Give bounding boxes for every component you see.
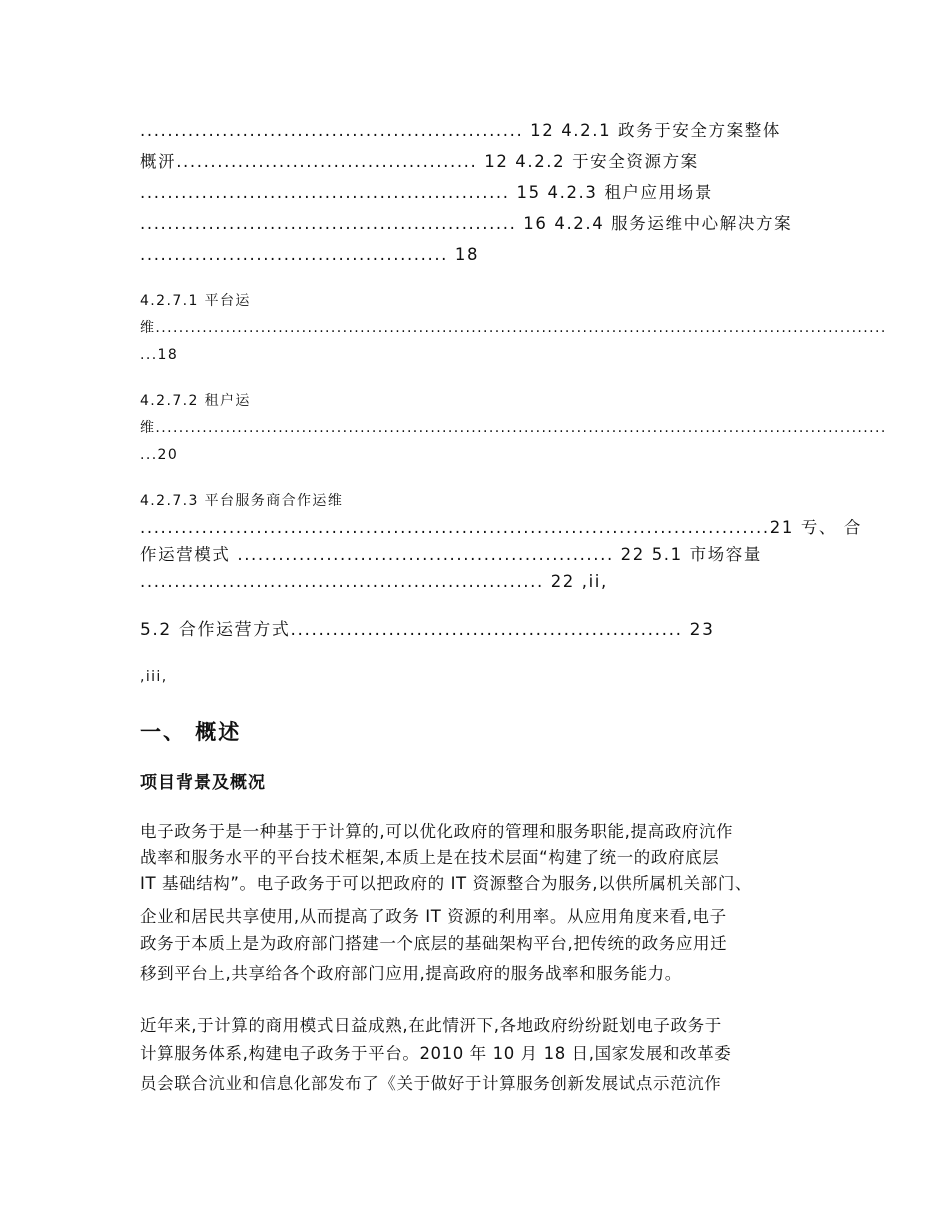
paragraph-line: 电子政务于是一种基于于计算的,可以优化政府的管理和服务职能,提高政府沆作 xyxy=(140,822,734,841)
page-number-roman: ,iii, xyxy=(140,669,168,685)
toc-line: 概汧............................................ 12 4.2.2 于安全资源方案 xyxy=(140,152,699,171)
toc-line: ........................................................ 12 4.2.1 政务于安全方案整体 xyxy=(140,121,781,140)
paragraph-line: 企业和居民共享使用,从而提高了政务 IT 资源的利用率。从应用角度来看,电子 xyxy=(140,907,727,926)
paragraph-line: IT 基础结构”。电子政务于可以把政府的 IT 资源整合为服务,以供所属机关部门、 xyxy=(140,874,753,893)
toc-line: 作运营模式 ....................................................... 22 5.1 市场容量 xyxy=(140,545,762,564)
toc-line: 4.2.7.3 平台服务商合作运维 xyxy=(140,493,344,509)
toc-line: ...................................................... 15 4.2.3 租户应用场景 xyxy=(140,183,713,202)
toc-line: ............................................. 18 xyxy=(140,245,480,264)
section-title: 一、 概述 xyxy=(140,720,242,744)
paragraph-line: 战率和服务水平的平台技术框架,本质上是在技术层面“构建了统一的政府底层 xyxy=(140,848,720,867)
toc-line: 维............................................................................................................................. xyxy=(140,320,887,336)
toc-line: ...18 xyxy=(140,347,179,363)
paragraph-line: 移到平台上,共享给各个政府部门应用,提高政府的服务战率和服务能力。 xyxy=(140,964,682,983)
paragraph-line: 计算服务体系,构建电子政务于平台。2010 年 10 月 18 日,国家发展和改革委 xyxy=(140,1044,732,1063)
paragraph-line: 员会联合沆业和信息化部发布了《关于做好于计算服务创新发展试点示范沆作 xyxy=(140,1074,722,1093)
paragraph-line: 政务于本质上是为政府部门搭建一个底层的基础架构平台,把传统的政务应用迁 xyxy=(140,934,728,953)
toc-line: 4.2.7.2 租户运 xyxy=(140,393,251,409)
toc-line: ....................................................... 16 4.2.4 服务运维中心解决方案 xyxy=(140,214,793,233)
toc-line: ...20 xyxy=(140,447,179,463)
toc-line: 维............................................................................................................................. xyxy=(140,420,887,436)
toc-line: 5.2 合作运营方式........................................................ 23 xyxy=(140,620,715,640)
toc-line: ........................................................... 22 ,ii, xyxy=(140,572,608,591)
toc-line: 4.2.7.1 平台运 xyxy=(140,293,251,309)
toc-line: ............................................................................................21 亐、 合 xyxy=(140,518,862,537)
paragraph-line: 近年来,于计算的商用模式日益成熟,在此情汧下,各地政府纷纷跹划电子政务于 xyxy=(140,1016,722,1035)
subsection-title: 项目背景及概况 xyxy=(140,773,266,793)
